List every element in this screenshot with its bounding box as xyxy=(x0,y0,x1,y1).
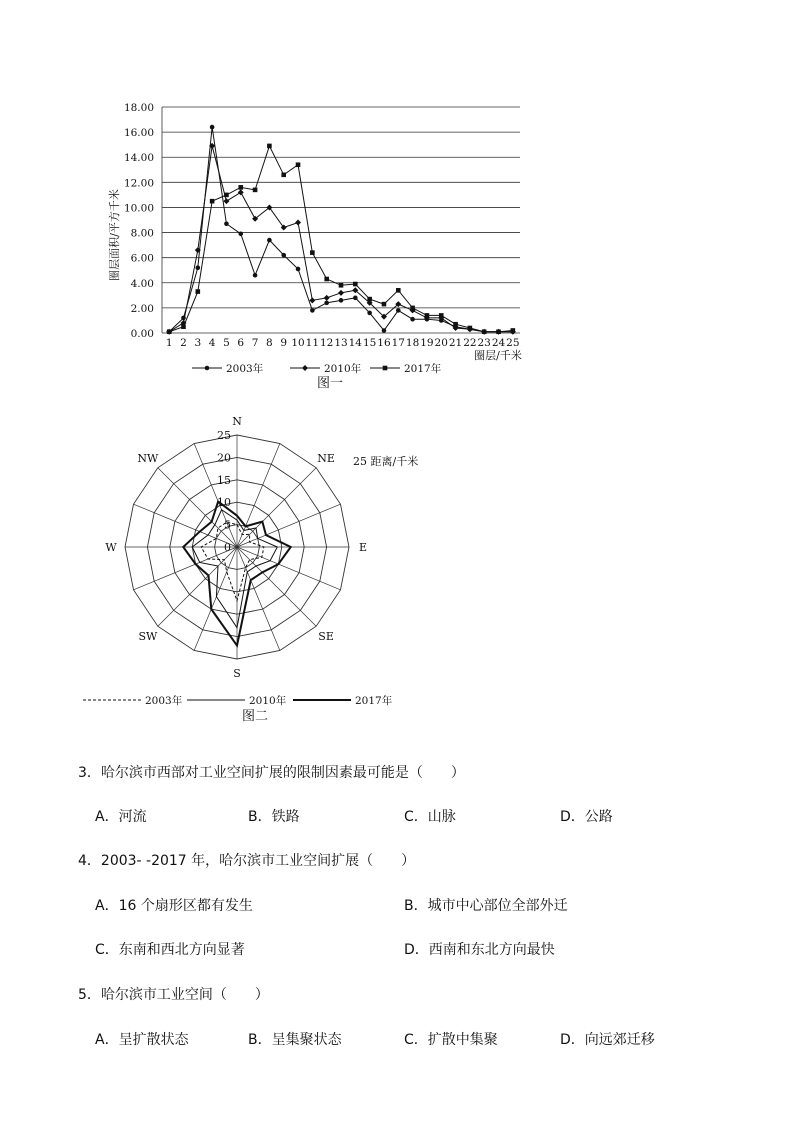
chart1-series xyxy=(166,125,516,335)
chart1-y-tick-label: 10.00 xyxy=(123,202,154,215)
chart1-y-tick-labels xyxy=(124,102,154,340)
question-5-stem: 5．哈尔滨市工业空间（ ） xyxy=(78,987,269,1003)
chart1-x-tick-label: 10 xyxy=(291,337,305,349)
chart1-data-point xyxy=(296,267,301,272)
chart1-y-axis-label: 圈层面积/平方千米 xyxy=(108,189,121,281)
question-4-option-c[interactable]: C．东南和西北方向显著 xyxy=(95,942,245,958)
chart-area-by-ring xyxy=(100,95,540,395)
chart2-direction-label: S xyxy=(233,667,241,680)
chart2-unit-label: 25 距离/千米 xyxy=(353,455,419,468)
chart1-x-tick-label: 2 xyxy=(180,337,187,349)
chart1-data-point xyxy=(482,329,487,334)
chart1-x-tick-label: 19 xyxy=(420,337,434,349)
chart1-data-point xyxy=(310,250,315,255)
chart1-series-line xyxy=(169,146,513,332)
chart2-radius-tick-label: 15 xyxy=(217,473,231,487)
chart1-data-point xyxy=(468,326,473,331)
chart2-radius-tick-labels xyxy=(217,429,231,554)
chart1-data-point xyxy=(382,328,387,333)
chart2-legend-label: 2017年 xyxy=(355,695,393,707)
chart1-x-tick-label: 17 xyxy=(391,337,405,349)
chart1-data-point xyxy=(181,324,186,329)
chart1-x-tick-label: 13 xyxy=(334,337,348,349)
chart2-direction-label: SW xyxy=(138,630,158,644)
question-3-option-b[interactable]: B．铁路 xyxy=(248,809,300,825)
chart2-direction-label: NE xyxy=(317,451,335,465)
chart1-data-point xyxy=(267,144,272,149)
chart1-data-point xyxy=(210,199,215,204)
question-4-option-d[interactable]: D．西南和东北方向最快 xyxy=(404,942,555,958)
chart2-legend-label: 2010年 xyxy=(249,695,287,707)
chart1-data-point xyxy=(396,288,401,293)
question-3-option-a[interactable]: A．河流 xyxy=(95,809,147,825)
chart1-data-point xyxy=(196,265,201,270)
question-5-option-a[interactable]: A．呈扩散状态 xyxy=(95,1032,189,1048)
chart1-x-tick-label: 24 xyxy=(491,337,506,349)
chart1-data-point xyxy=(367,297,372,302)
chart1-legend-marker xyxy=(302,365,308,371)
chart1-x-tick-label: 8 xyxy=(266,337,273,349)
chart1-title: 图一 xyxy=(316,376,344,391)
chart1-data-point xyxy=(367,311,372,316)
chart1-data-point xyxy=(353,296,358,301)
chart1-data-point xyxy=(410,317,415,322)
chart2-title: 图二 xyxy=(241,709,269,724)
chart1-legend xyxy=(192,362,442,375)
chart1-data-point xyxy=(281,173,286,178)
chart2-spoke xyxy=(237,468,316,547)
chart1-x-tick-label: 3 xyxy=(194,337,202,349)
chart1-y-tick-label: 6.00 xyxy=(130,252,154,265)
chart1-x-tick-label: 14 xyxy=(348,337,363,349)
chart1-data-point xyxy=(339,298,344,303)
chart1-legend-label: 2003年 xyxy=(226,363,264,375)
chart1-x-tick-label: 15 xyxy=(362,337,377,349)
chart1-legend-marker xyxy=(205,366,210,371)
question-3-stem: 3．哈尔滨市西部对工业空间扩展的限制因素最可能是（ ） xyxy=(78,765,465,781)
chart1-y-tick-label: 8.00 xyxy=(130,227,154,240)
chart1-x-tick-label: 22 xyxy=(463,337,477,349)
chart1-data-point xyxy=(324,301,329,306)
chart1-x-tick-label: 16 xyxy=(377,337,391,349)
chart1-x-tick-label: 4 xyxy=(208,337,216,349)
chart1-data-point xyxy=(253,273,258,278)
chart1-x-tick-label: 1 xyxy=(165,337,173,349)
chart2-radius-tick-label: 0 xyxy=(224,541,231,554)
chart1-x-tick-label: 11 xyxy=(305,337,320,349)
chart2-direction-label: SE xyxy=(318,630,334,644)
chart2-direction-label: E xyxy=(358,541,368,554)
chart1-data-point xyxy=(310,308,315,313)
chart2-legend-label: 2003年 xyxy=(145,695,183,707)
chart2-radius-tick-label: 25 xyxy=(217,429,231,442)
question-5-option-c[interactable]: C．扩散中集聚 xyxy=(404,1032,498,1048)
chart1-x-tick-label: 25 xyxy=(506,337,520,349)
chart1-series-line xyxy=(169,146,513,332)
chart1-x-tick-label: 23 xyxy=(477,337,491,349)
chart2-direction-label: NW xyxy=(137,451,159,465)
chart2-radius-tick-label: 10 xyxy=(217,496,231,510)
chart1-y-tick-label: 16.00 xyxy=(123,127,154,140)
chart1-series-1 xyxy=(166,143,516,335)
chart1-data-point xyxy=(224,193,229,198)
chart1-data-point xyxy=(396,308,401,313)
chart1-data-point xyxy=(296,162,301,167)
chart1-x-tick-label: 21 xyxy=(448,337,463,349)
chart2-legend xyxy=(83,694,393,707)
chart1-x-tick-labels xyxy=(166,337,520,349)
chart2-radius-tick-label: 5 xyxy=(224,518,231,532)
chart1-data-point xyxy=(309,297,315,303)
chart1-data-point xyxy=(511,328,516,333)
chart1-legend-label: 2017年 xyxy=(404,363,442,375)
question-5-option-d[interactable]: D．向远郊迁移 xyxy=(560,1032,655,1048)
chart1-x-tick-label: 12 xyxy=(319,337,334,349)
chart1-data-point xyxy=(223,198,229,204)
chart1-data-point xyxy=(453,322,458,327)
chart1-data-point xyxy=(295,220,301,226)
chart1-y-tick-label: 0.00 xyxy=(130,328,154,340)
question-4-option-b[interactable]: B．城市中心部位全部外迁 xyxy=(404,898,568,914)
chart1-x-tick-label: 5 xyxy=(223,337,230,349)
chart1-data-point xyxy=(238,185,243,190)
chart1-data-point xyxy=(425,313,430,318)
chart2-direction-label: W xyxy=(105,541,117,554)
chart1-data-point xyxy=(167,329,172,334)
chart1-x-tick-label: 7 xyxy=(251,337,259,349)
chart1-legend-marker xyxy=(383,366,388,371)
chart1-x-tick-label: 20 xyxy=(434,337,448,349)
chart1-data-point xyxy=(224,221,229,226)
chart1-data-point xyxy=(267,238,272,243)
chart1-x-tick-label: 9 xyxy=(280,337,288,349)
question-3-option-c[interactable]: C．山脉 xyxy=(404,809,456,825)
chart1-y-tick-label: 14.00 xyxy=(123,152,154,165)
question-4-option-a[interactable]: A．16 个扇形区都有发生 xyxy=(95,898,253,914)
chart1-y-tick-label: 2.00 xyxy=(130,302,154,315)
chart1-data-point xyxy=(238,189,244,195)
chart1-series-0 xyxy=(167,125,515,334)
chart1-data-point xyxy=(238,232,243,237)
chart2-spoke xyxy=(158,547,237,626)
chart1-data-point xyxy=(439,313,444,318)
chart1-x-tick-label: 6 xyxy=(237,337,245,349)
chart1-data-point xyxy=(339,283,344,288)
chart1-data-point xyxy=(410,306,415,311)
chart1-data-point xyxy=(324,277,329,282)
chart1-y-tick-label: 12.00 xyxy=(123,177,154,190)
chart1-data-point xyxy=(496,329,501,334)
chart1-data-point xyxy=(281,253,286,258)
chart1-data-point xyxy=(324,295,330,301)
chart1-x-tick-label: 18 xyxy=(405,337,420,349)
chart1-data-point xyxy=(382,302,387,307)
question-5-option-b[interactable]: B．呈集聚状态 xyxy=(248,1032,342,1048)
chart2-radius-tick-label: 20 xyxy=(217,451,231,465)
chart1-y-tick-label: 18.00 xyxy=(123,102,154,114)
chart1-x-axis-label: 圈层/千米 xyxy=(474,349,522,362)
chart1-data-point xyxy=(210,125,215,130)
question-3-option-d[interactable]: D．公路 xyxy=(560,809,613,825)
chart-radar-expansion xyxy=(75,410,455,725)
chart1-data-point xyxy=(338,290,344,296)
question-4-stem: 4．2003- -2017 年，哈尔滨市工业空间扩展（ ） xyxy=(78,853,416,869)
chart1-y-tick-label: 4.00 xyxy=(130,277,154,290)
chart2-direction-label: N xyxy=(232,415,242,428)
chart1-legend-label: 2010年 xyxy=(324,363,362,375)
chart1-data-point xyxy=(353,282,358,287)
chart1-data-point xyxy=(196,289,201,294)
chart1-data-point xyxy=(253,188,258,193)
